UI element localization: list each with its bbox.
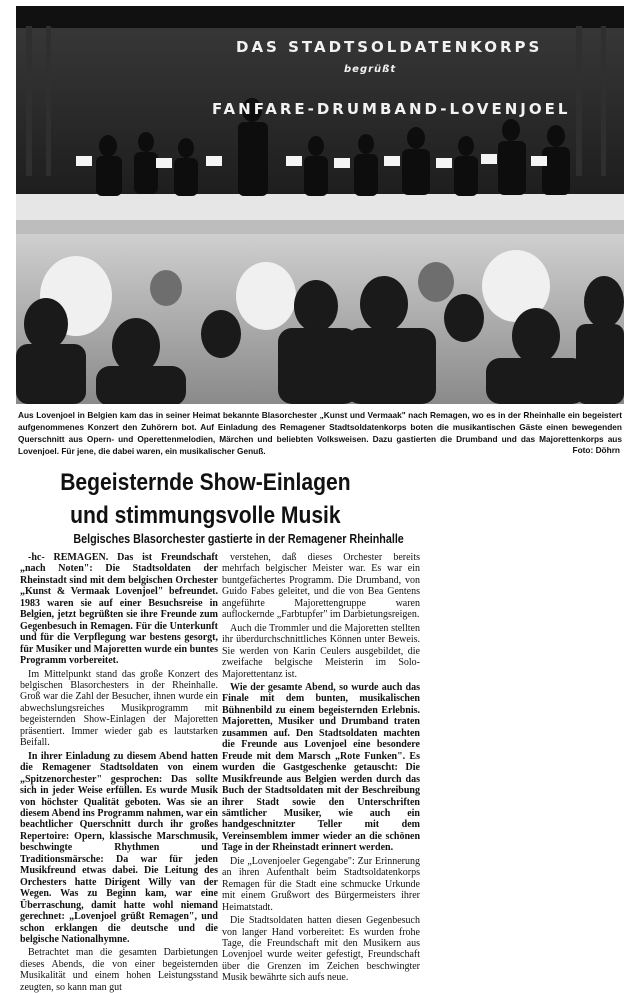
article-column-1 [20,552,218,993]
photo-credit: Foto: Döhrn [572,445,620,455]
paragraph: Auch die Trommler und die Majoretten stellten ihr überdurchschnittliches Können unter Beweis. Sie werden von Karin Ceulers ausgebildet, die zweifache belgische Meisterin im Solo-Majorettentanz ist. [222,622,420,680]
subheadline: Belgisches Blasorchester gastierte in der Remagener Rheinhalle [73,532,404,546]
headline [42,466,369,532]
banner-line-1: DAS STADTSOLDATENKORPS [236,38,543,56]
paragraph: verstehen, daß dieses Orchester bereits mehrfach belgischer Meister war. Es war ein buntgefächertes Programm. Die Drumband, von Guido Fabes geleitet, und die von Bea Gentens angeführte Majorettengruppe waren auflockernde „Farbtupfer" im Darbietungsreigen. [222,552,420,621]
headline-line-1: Begeisternde Show-Einlagen [60,469,351,496]
paragraph: In ihrer Einladung zu diesem Abend hatten die Remagener Stadtsoldaten von einem „Spitzenorchester" gesprochen: Das sollte sich in jeder Weise erfüllen. Es wurde Musik von höchster Qualität geboten. Was sie an diesem Abend ins Programm nahmen, war ein beachtlicher Querschnitt durch ihr großes Repertoire: Opern, klassische Marschmusik, beschwingte Rhythmen und Traditionsmärsche: Da war für jeden Musikfreund etwas dabei. Die Leitung des Orchesters hatte Dirigent Willy van der Wegen. Was zu Beginn kam, war eine Überraschung, damit hatte wohl niemand gerechnet: „Lovenjoel grüßt Remagen", und schon erklangen die deutsche und die belgische Nationalhymne. [20,750,218,945]
paragraph: Die „Lovenjoeler Gegengabe": Zur Erinnerung an ihren Aufenthalt beim Stadtsoldatenkorps Remagen für die Stadt eine schmucke Urkunde mit einem Grußwort des Bürgermeisters ihrer Heimatstadt. [222,855,420,913]
banner-line-3: FANFARE-DRUMBAND-LOVENJOEL [212,100,571,118]
concert-photo [16,6,624,404]
banner-line-2: begrüßt [344,64,397,75]
headline-line-2: und stimmungsvolle Musik [70,502,341,529]
article-column-2 [222,552,420,984]
photo-caption: Aus Lovenjoel in Belgien kam das in seiner Heimat bekannte Blasorchester „Kunst und Vermaak" nach Remagen, wo es in der Rheinhalle ein begeistert aufgenommenes Konzert den Zuhörern bot. Auf Einladung des Remagener Stadtsoldatenkorps boten die musikantischen Gäste einen bewegenden Querschnitt aus Opern- und Operettenmelodien, Märchen und beliebten Volksweisen. Dazu gastierten die Drumband und das Majorettenkorps aus Lovenjoel. Für jene, die dabei waren, ein musikalischer Genuß. [18,410,622,456]
paragraph: Wie der gesamte Abend, so wurde auch das Finale mit dem bunten, musikalischen Bühnenbild zu einem begeisternden Erlebnis. Majoretten, Musiker und Drumband traten zusammen auf. Den Stadtsoldaten machten die Freunde aus Lovenjoel eine besondere Freude mit dem Marsch „Rote Funken". Es wurden die Gastgeschenke getauscht: Die Musikfreunde aus Belgien werden durch das Buch der Stadtsoldaten mit der Beschreibung ihrer Stadt sowie den Unterschriften sämtlicher Musiker, wie auch ein handgeschnitzter Teller mit dem Vereinsemblem immer wieder an die schönen Tage in der Rheinstadt erinnert werden. [222,681,420,854]
paragraph: -hc- REMAGEN. Das ist Freundschaft „nach Noten": Die Stadtsoldaten der Rheinstadt sind mit dem belgischen Orchester „Kunst & Vermaak Lovenjoel" befreundet. 1983 waren sie auf einer Besuchsreise in Belgien, jetzt begrüßten sie ihre Freunde zum Gegenbesuch in Remagen. Für die Unterkunft und für die Verpflegung war bestens gesorgt, für Musiker und Majoretten wurde ein buntes Programm vorbereitet. [20,552,218,667]
paragraph: Im Mittelpunkt stand das große Konzert des belgischen Blasorchesters in der Rheinhalle. Groß war die Zahl der Besucher, ihnen wurde ein abwechslungsreiches Musikprogramm mit begeisternden Show-Einlagen der Majoretten präsentiert. Immer wieder gab es lautstarken Beifall. [20,668,218,749]
paragraph: Betrachtet man die gesamten Darbietungen dieses Abends, die von einer begeisternden Musikalität und einem hohen Leistungsstand zeugten, so kann man gut [20,947,218,993]
concert-photo-drawing [16,6,624,404]
paragraph: Die Stadtsoldaten hatten diesen Gegenbesuch von langer Hand vorbereitet: Es wurden frohe Tage, die Freundschaft mit den Musikern aus Lovenjoel wurde weiter gefestigt, Freundschaft über die Grenzen im Zeichen beschwingter Musik bewährte sich aufs neue. [222,915,420,984]
